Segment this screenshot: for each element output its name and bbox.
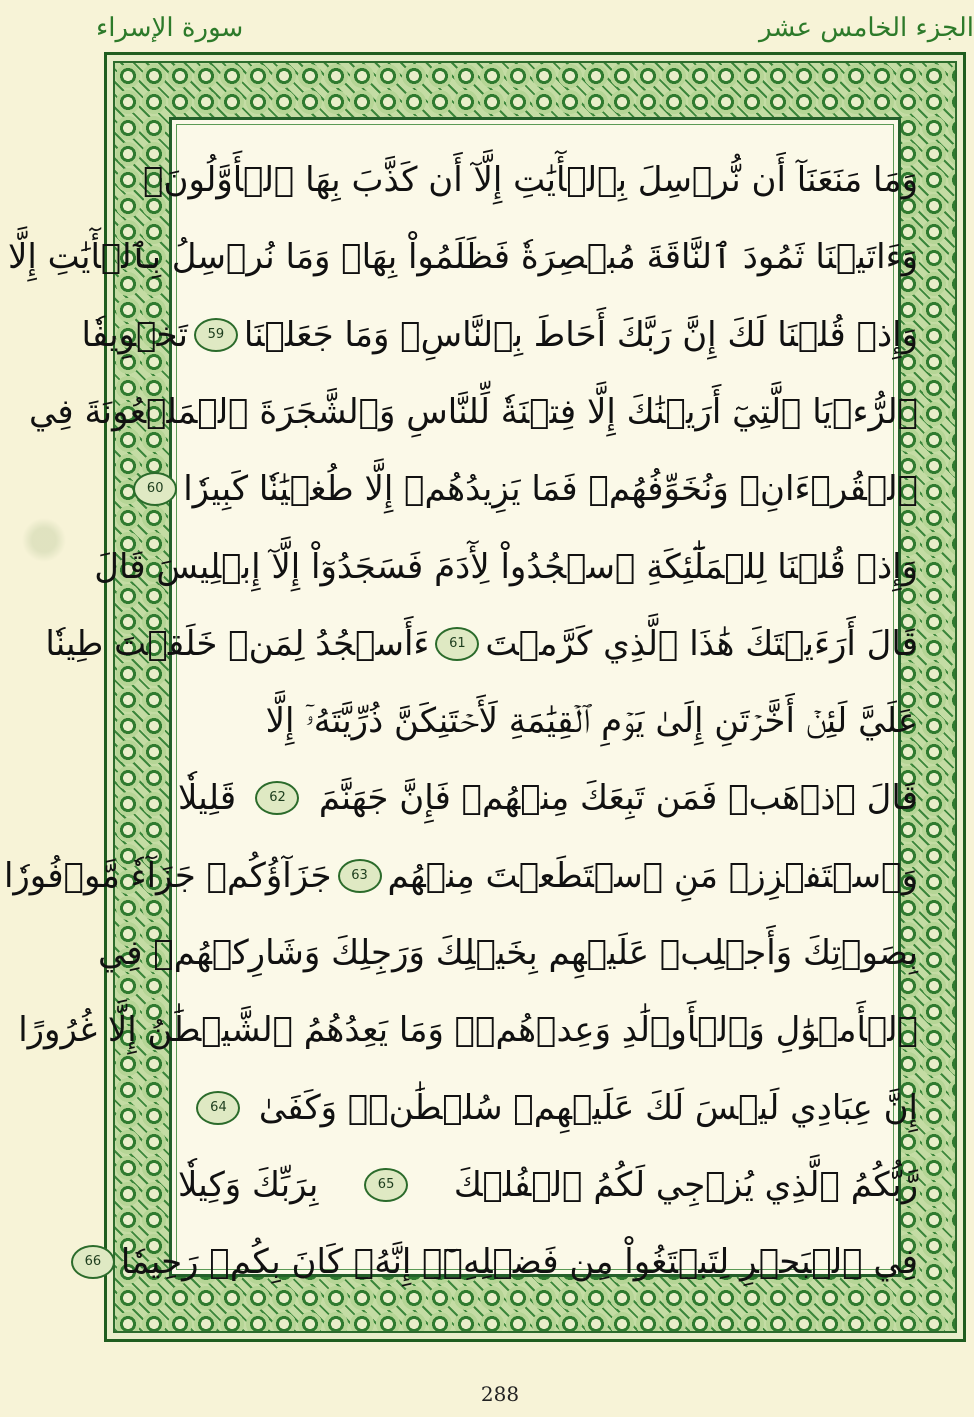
ayah-number-marker: 64 xyxy=(196,1091,240,1125)
ayah-number-marker: 62 xyxy=(255,781,299,815)
verse-text: تَخۡوِيفٗا xyxy=(81,315,188,355)
juz-header: الجزء الخامس عشر xyxy=(758,13,974,43)
verse-text: ٱلۡأَمۡوَٰلِ وَٱلۡأَوۡلَٰدِ وَعِدۡهُمۡۚ وَمَا يَعِدُهُمُ ٱلشَّيۡطَٰنُ إِلَّا غُرُورًا xyxy=(18,1010,918,1050)
verse-text: رَّبُّكُمُ ٱلَّذِي يُزۡجِي لَكُمُ ٱلۡفُلۡكَ xyxy=(453,1165,918,1205)
verse-text: بِصَوۡتِكَ وَأَجۡلِبۡ عَلَيۡهِم بِخَيۡلِكَ وَرَجِلِكَ وَشَارِكۡهُمۡ فِي xyxy=(97,933,918,973)
margin-ornament xyxy=(22,510,66,570)
text-line xyxy=(97,913,918,993)
ayah-number-marker: 63 xyxy=(338,859,382,893)
verse-text: ٱلرُّءۡيَا ٱلَّتِيٓ أَرَيۡنَٰكَ إِلَّا فِتۡنَةٗ لِّلنَّاسِ وَٱلشَّجَرَةَ ٱلۡمَلۡعُونَةَ فِي xyxy=(29,392,918,432)
text-line xyxy=(143,140,918,220)
text-line xyxy=(84,1222,918,1302)
text-line xyxy=(178,681,918,761)
ayah-number-marker: 66 xyxy=(71,1245,115,1279)
verse-text: قَالَ ٱذۡهَبۡ فَمَن تَبِعَكَ مِنۡهُمۡ فَإِنَّ جَهَنَّمَ xyxy=(318,778,918,818)
ayah-number-marker: 59 xyxy=(194,318,238,352)
text-line xyxy=(45,604,918,684)
text-line xyxy=(178,1068,918,1148)
verse-text: وَءَاتَيۡنَا ثَمُودَ ٱلنَّاقَةَ مُبۡصِرَةٗ فَظَلَمُواْ بِهَاۚ وَمَا نُرۡسِلُ بِٱلۡأٓيَٰتِ إِلَّا xyxy=(7,237,918,277)
text-line xyxy=(178,758,918,838)
surah-header: سورة الإسراء xyxy=(96,13,244,43)
text-line xyxy=(94,527,918,607)
text-line xyxy=(18,990,918,1070)
page-number: 288 xyxy=(480,1382,520,1406)
verse-text: عَلَيَّ لَئِنۡ أَخَّرۡتَنِ إِلَىٰ يَوۡمِ ٱلۡقِيَٰمَةِ لَأَحۡتَنِكَنَّ ذُرِّيَّتَهُۥٓ إِلَّا xyxy=(265,701,918,741)
verse-text: إِنَّ عِبَادِي لَيۡسَ لَكَ عَلَيۡهِمۡ سُلۡطَٰنٞۚ وَكَفَىٰ xyxy=(258,1088,918,1128)
verse-text: قَالَ أَرَءَيۡتَكَ هَٰذَا ٱلَّذِي كَرَّمۡتَ xyxy=(485,624,918,664)
text-line xyxy=(3,836,918,916)
text-line xyxy=(146,449,918,529)
ayah-number-marker: 60 xyxy=(133,472,177,506)
verse-text: وَٱسۡتَفۡزِزۡ مَنِ ٱسۡتَطَعۡتَ مِنۡهُم xyxy=(387,856,918,896)
ayah-number-marker: 65 xyxy=(364,1168,408,1202)
text-line xyxy=(29,372,918,452)
verse-text: وَإِذۡ قُلۡنَا لَكَ إِنَّ رَبَّكَ أَحَاطَ بِٱلنَّاسِۚ وَمَا جَعَلۡنَا xyxy=(243,315,918,355)
verse-text: بِرَبِّكَ وَكِيلٗا xyxy=(178,1165,319,1205)
text-line xyxy=(81,295,918,375)
verse-text: وَمَا مَنَعَنَآ أَن نُّرۡسِلَ بِٱلۡأٓيَٰتِ إِلَّآ أَن كَذَّبَ بِهَا ٱلۡأَوَّلُونَۚ xyxy=(143,160,918,200)
verse-text: قَلِيلٗا xyxy=(178,778,237,818)
quran-text xyxy=(3,140,918,1300)
text-line xyxy=(7,217,918,297)
verse-text: ءَأَسۡجُدُ لِمَنۡ خَلَقۡتَ طِينٗا xyxy=(45,624,430,664)
verse-text: فِي ٱلۡبَحۡرِ لِتَبۡتَغُواْ مِن فَضۡلِهِۦٓۚ إِنَّهُۥ كَانَ بِكُمۡ رَحِيمٗا xyxy=(120,1242,918,1282)
ayah-number-marker: 61 xyxy=(435,627,479,661)
verse-text: جَزَآؤُكُمۡ جَزَآءٗ مَّوۡفُورٗا xyxy=(3,856,332,896)
text-line xyxy=(178,1145,918,1225)
verse-text: وَإِذۡ قُلۡنَا لِلۡمَلَٰٓئِكَةِ ٱسۡجُدُواْ لِأٓدَمَ فَسَجَدُوٓاْ إِلَّآ إِبۡلِيسَ قَالَ xyxy=(94,547,918,587)
verse-text: ٱلۡقُرۡءَانِۚ وَنُخَوِّفُهُمۡ فَمَا يَزِيدُهُمۡ إِلَّا طُغۡيَٰنٗا كَبِيرٗا xyxy=(183,469,918,509)
